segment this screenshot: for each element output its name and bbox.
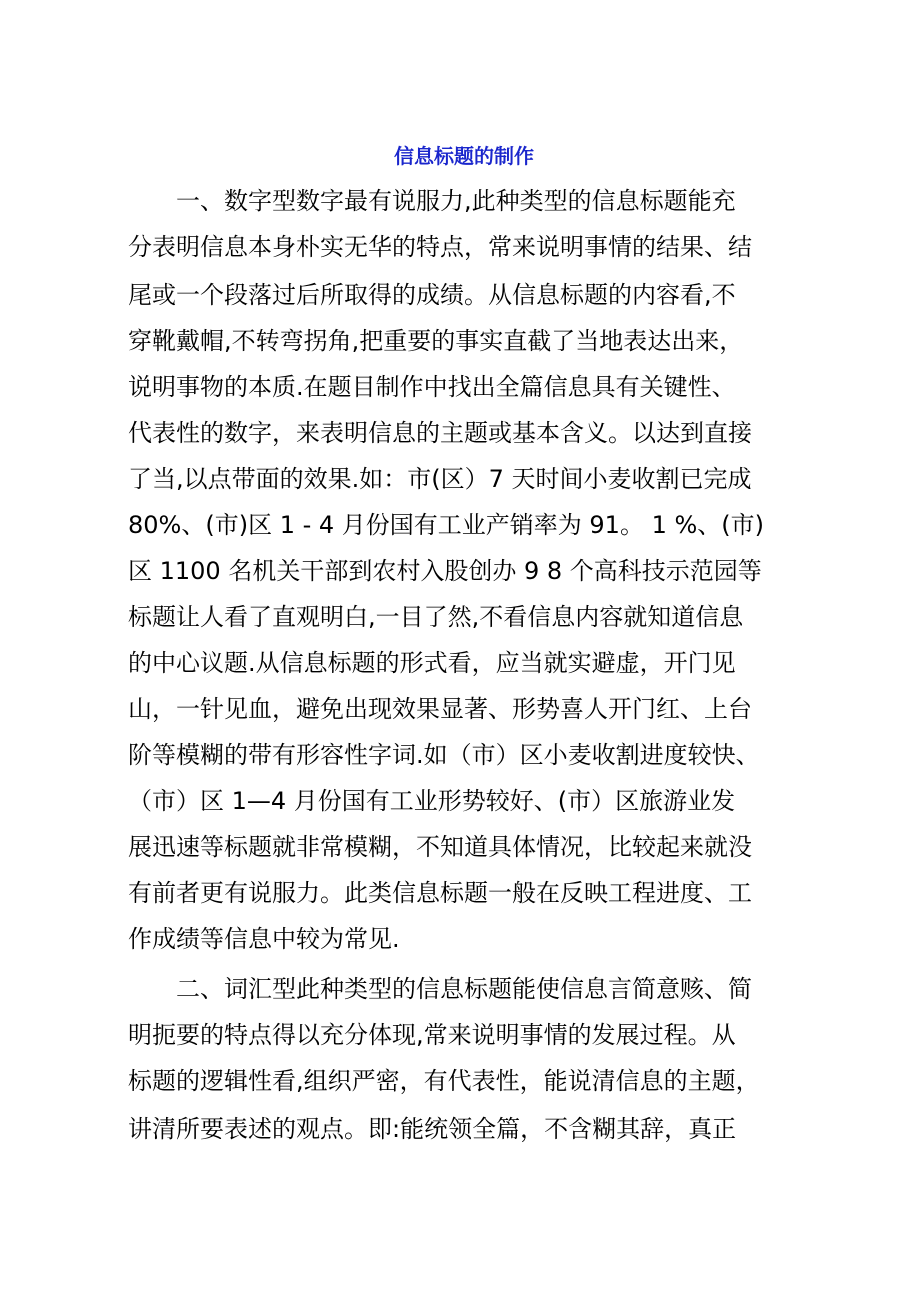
paragraph-line: 作成绩等信息中较为常见. xyxy=(128,925,400,953)
paragraph-line: 穿靴戴帽,不转弯拐角,把重要的事实直截了当地表达出来， xyxy=(128,327,744,355)
document-title: 信息标题的制作 xyxy=(394,144,534,168)
paragraph-line: 标题的逻辑性看,组织严密，有代表性，能说清信息的主题， xyxy=(128,1067,760,1095)
paragraph-line: 代表性的数字，来表明信息的主题或基本含义。以达到直接 xyxy=(128,419,752,447)
paragraph-line: （市）区 1—4 月份国有工业形势较好、(市）区旅游业发 xyxy=(128,787,736,815)
paragraph-line: 的中心议题.从信息标题的形式看，应当就实避虚，开门见 xyxy=(128,649,736,677)
paragraph-line: 山，一针见血，避免出现效果显著、形势喜人开门红、上台 xyxy=(128,695,752,723)
paragraph-line: 阶等模糊的带有形容性字词.如（市）区小麦收割进度较快、 xyxy=(128,741,760,769)
paragraph-line: 有前者更有说服力。此类信息标题一般在反映工程进度、工 xyxy=(128,879,752,907)
paragraph-line: 讲清所要表述的观点。即:能统领全篇，不含糊其辞，真正 xyxy=(128,1115,737,1143)
paragraph-line: 80%、(市)区 1 - 4 月份国有工业产销率为 91。 1 %、(市) xyxy=(128,511,765,539)
paragraph-line: 明扼要的特点得以充分体现,常来说明事情的发展过程。从 xyxy=(128,1021,736,1049)
paragraph-line: 展迅速等标题就非常模糊，不知道具体情况，比较起来就没 xyxy=(128,833,752,861)
paragraph-line: 标题让人看了直观明白,一目了然,不看信息内容就知道信息 xyxy=(128,603,744,631)
paragraph-line: 二、词汇型此种类型的信息标题能使信息言简意赅、简 xyxy=(176,975,752,1003)
paragraph-line: 分表明信息本身朴实无华的特点，常来说明事情的结果、结 xyxy=(128,233,752,261)
paragraph-line: 说明事物的本质.在题目制作中找出全篇信息具有关键性、 xyxy=(128,373,736,401)
paragraph-line: 区 1100 名机关干部到农村入股创办 9 8 个高科技示范园等 xyxy=(128,557,762,585)
paragraph-line: 一、数字型数字最有说服力,此种类型的信息标题能充 xyxy=(176,187,736,215)
paragraph-line: 尾或一个段落过后所取得的成绩。从信息标题的内容看,不 xyxy=(128,281,736,309)
paragraph-line: 了当,以点带面的效果.如：市(区）7 天时间小麦收割已完成 xyxy=(128,465,752,493)
